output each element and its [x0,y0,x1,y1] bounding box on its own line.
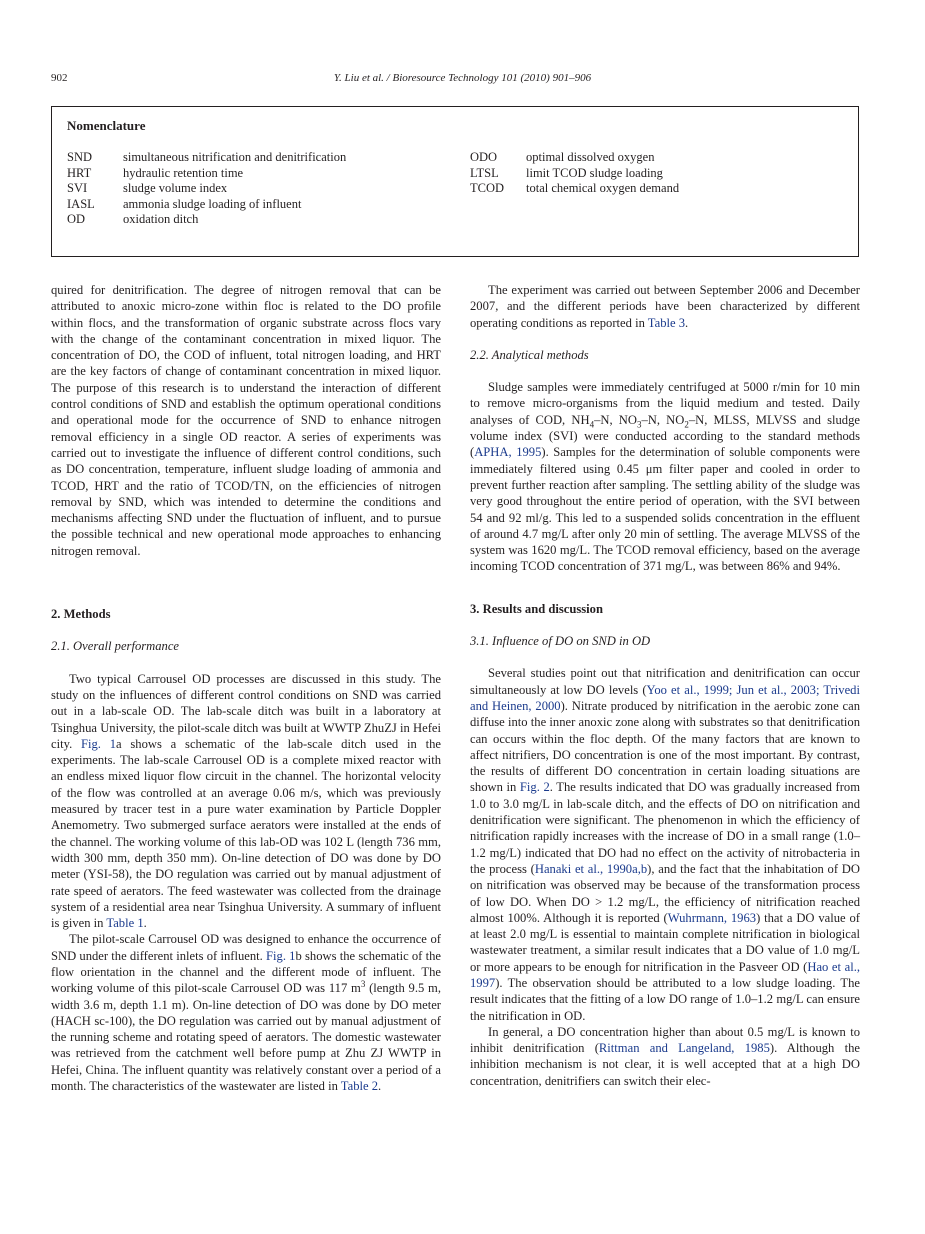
text-run: b shows the schematic of the flow orientation in the channel and the different mode of influent. The working volume of this pilot-scale Carrousel OD was 117 m [51,948,441,996]
text-run: . The results indicated that DO was gradually increased from 1.0 to 3.0 mg/L in lab-scale ditch, and the effects of DO on nitrification and denitrification were significant. The phenomenon in which the efficiency of nitrification rapidly increases with the increase of DO in a small range (1.0–1.2 mg/L) indicated that DO had no effect on the activity of nitrobacteria in the process ( [470,780,860,876]
nomenclature-title: Nomenclature [67,118,146,133]
nomenclature-entry [67,166,346,182]
text-run: ). The observation should be attributed to a low sludge loading. The result indicates that the fitting of a low DO range of 1.0–1.2 mg/L can ensure the nitrification in OD. [470,975,860,1023]
paragraph-experiment-period [470,282,860,331]
text-run: Two typical Carrousel OD processes are discussed in this study. The study on the influences of different control conditions on SND was carried out in a lab-scale OD. The lab-scale ditch was built in a laboratory at Tsinghua University, the pilot-scale ditch was built at WWTP ZhuZJ in Hefei city. [51,671,441,751]
text-run: –N, NO [641,412,685,427]
nomenclature-abbr: IASL [67,196,95,211]
nomenclature-entry [470,150,679,166]
nomenclature-entry [470,181,679,197]
text-run: ), and the fact that the inhabitation of DO on nitrification was observed may be because of the transformation process of low DO. When DO > 1.2 mg/L, the efficiency of nitrification reached almost 100%. Although it is reported ( [470,861,860,925]
nomenclature-def: limit TCOD sludge loading [526,165,663,180]
subsection-heading-overall-performance: 2.1. Overall performance [51,639,180,654]
text-run: ). Although the inhibition mechanism is not clear, it is well accepted that at a high DO concentration, denitrifiers can switch their elec- [470,1041,860,1088]
nomenclature-entry [67,181,346,197]
nomenclature-def: oxidation ditch [123,212,199,226]
hao-reference-link[interactable]: Hao et al., 1997 [470,959,860,990]
text-run: . [378,1079,382,1094]
table-2-link[interactable]: Table 2 [340,1079,379,1094]
nomenclature-entry [67,197,346,213]
text-run: The experiment was carried out between September 2006 and December 2007, and the different periods have been characterized by different operating conditions as reported in [470,283,860,330]
text-run: ) that a DO value of at least 2.0 mg/L is essential to maintain complete nitrification in biological wastewater treatment, a similar result indicates that a DO value of 1.0 mg/L or more appears to be enough for nitrification in the Pasveer OD ( [470,910,861,974]
subsection-heading-analytical-methods: 2.2. Analytical methods [470,347,589,362]
section-heading-results: 3. Results and discussion [470,601,603,616]
table-1-link[interactable]: Table 1 [106,916,144,931]
text-run: . [143,916,147,931]
text-run: . [685,315,689,330]
nomenclature-def: hydraulic retention time [123,165,244,180]
page-number: 902 [51,72,68,84]
wuhrmann-reference-link[interactable]: Wuhrmann, 1963 [667,910,757,925]
nomenclature-def: simultaneous nitrification and denitrification [123,150,347,164]
right-column [470,282,860,1089]
figure-1-link[interactable]: Fig. 1 [81,736,117,751]
nomenclature-abbr: OD [67,212,86,226]
paragraph-do-denitrification [470,1024,860,1089]
rittman-reference-link[interactable]: Rittman and Langeland, 1985 [598,1041,770,1056]
text-run: –N, MLSS, MLVSS and sludge volume index (SVI) were conducted according to the standard methods ( [470,412,860,460]
paragraph-lab-scale-od [51,671,441,932]
nomenclature-abbr: LTSL [470,165,499,180]
text-run: ). Samples for the determination of soluble components were immediately filtered using 0.45 μm filter paper and cooled in order to prevent further reaction after sampling. The settling ability of the sludge was very good throughout the entire period of operation, with the SVI between 54 and 92 ml/g. This led to a suspended solids concentration in the effluent of around 4.7 mg/L after only 20 min of settling. The average MLVSS of the system was 1620 mg/L. The TCOD removal efficiency, based on the average incoming TCOD concentration of 371 mg/L, was between 86% and 94%. [470,445,861,574]
nomenclature-def: ammonia sludge loading of influent [123,196,302,211]
nomenclature-abbr: SND [67,150,93,164]
figure-1b-link[interactable]: Fig. 1 [266,948,296,963]
nomenclature-def: sludge volume index [123,181,228,195]
superscript: 3 [360,979,366,990]
nomenclature-entry [470,166,679,182]
nomenclature-box [51,106,859,257]
nomenclature-entry [67,150,346,166]
running-title: Y. Liu et al. / Bioresource Technology 101 (2010) 901–906 [333,72,592,84]
section-heading-methods: 2. Methods [51,607,111,622]
nomenclature-abbr: TCOD [470,181,505,195]
nomenclature-def: optimal dissolved oxygen [526,150,655,164]
nomenclature-abbr: HRT [67,165,92,180]
text-run: –N, NO [594,412,637,427]
nomenclature-abbr: SVI [67,181,88,195]
text-run: (length 9.5 m, width 3.6 m, depth 1.1 m). On-line detection of DO was done by DO meter (HACH sc-100), the DO regulation was carried out by manual adjustment of the running scheme and rotating speed of aerators. The domestic wastewater was retrieved from the catchment well before pump at Zhu ZJ WWTP in Hefei, China. The influent quantity was relatively constant over a period of a month. The characteristics of the wastewater are listed in [51,981,441,1094]
nomenclature-right-list [470,150,679,197]
hanaki-reference-link[interactable]: Hanaki et al., 1990a,b [534,861,648,876]
text-run: The pilot-scale Carrousel OD was designed to enhance the occurrence of SND under the different inlets of influent. [51,932,441,963]
text-run: Sludge samples were immediately centrifuged at 5000 r/min for 10 min to remove micro-organisms from the liquid medium and tested. Daily analyses of COD, NH [470,380,860,427]
left-column [51,282,441,1094]
apha-reference-link[interactable]: APHA, 1995 [474,445,542,460]
nomenclature-def: total chemical oxygen demand [526,181,680,195]
yoo-reference-link[interactable]: Yoo et al., 1999; Jun et al., 2003; Trivedi and Heinen, 2000 [470,682,860,713]
subscript: 2 [684,419,689,430]
text-run: Several studies point out that nitrification and denitrification can occur simultaneously at low DO levels ( [470,666,860,697]
table-3-link[interactable]: Table 3 [647,315,686,330]
text-run: In general, a DO concentration higher than about 0.5 mg/L is known to inhibit denitrification ( [470,1024,860,1056]
paragraph-analytical-methods [470,379,860,575]
nomenclature-entry [67,212,346,228]
paragraph-pilot-scale-od [51,931,441,1094]
nomenclature-abbr: ODO [470,150,498,164]
figure-2-link[interactable]: Fig. 2 [519,780,550,795]
paragraph-do-nitrification [470,665,860,1024]
nomenclature-left-list [67,150,346,228]
text-run: a shows a schematic of the lab-scale ditch used in the experiments. The lab-scale Carrousel OD is a complete mixed reactor with an endless mixed liquor flow circuit in the channel. The horizontal velocity of the flow was controlled at an average 0.06 m/s, which was previously measured by tracer test in a pure water examination by Particle Doppler Anemometry. Two submerged surface aerators were installed at the ends of the channel. The working volume of this lab-OD was 102 L (length 736 mm, width 300 mm, depth 350 mm). On-line detection of DO was done by DO meter (YSI-58), the DO regulation was carried out by manual adjustment of rate speed of aerators. The feed wastewater was collected from the drainage system of a residential area near Tsinghua University. A summary of influent is given in [51,736,441,931]
text-run: ). Nitrate produced by nitrification in the aerobic zone can diffuse into the inner anoxic zone along with substrates so that denitrification can occurs within the floc depth. Of the many factors that are known to affect nitrifiers, DO concentration is one of the most important. By contrast, the results of different DO concentration in certain loading situations are shown in [470,698,860,795]
subscript: 3 [636,419,642,430]
subsection-heading-do-influence: 3.1. Influence of DO on SND in OD [470,634,651,649]
subscript: 4 [589,419,595,430]
intro-paragraph: quired for denitrification. The degree of nitrogen removal that can be attributed to anoxic micro-zone within floc is related to the DO profile within flocs, and the transformation of organic substrate across flocs vary with the change of the contaminant concentration in mixed liquor. The concentration of DO, the COD of influent, total nitrogen loading, and HRT are the key factors of change of contaminant concentration in mixed liquor. The purpose of this research is to understand the interaction of different control conditions of SND and establish the optimum operational conditions and operational mode for the occurrence of SND to enhance nitrogen removal efficiency in a single OD reactor. A series of experiments was carried out to investigate the influence of different control conditions, such as DO concentration, temperature, influent sludge loading of ammonia and TCOD, HRT and the ratio of TCOD/TN, on the efficiencies of nitrogen removal by SND, which was intended to determine the conditions and mechanisms affecting SND under the fluctuation of influent, and to pursue the possible technical and new operational mode approaches to enhancing nitrogen removal. [51,283,441,558]
